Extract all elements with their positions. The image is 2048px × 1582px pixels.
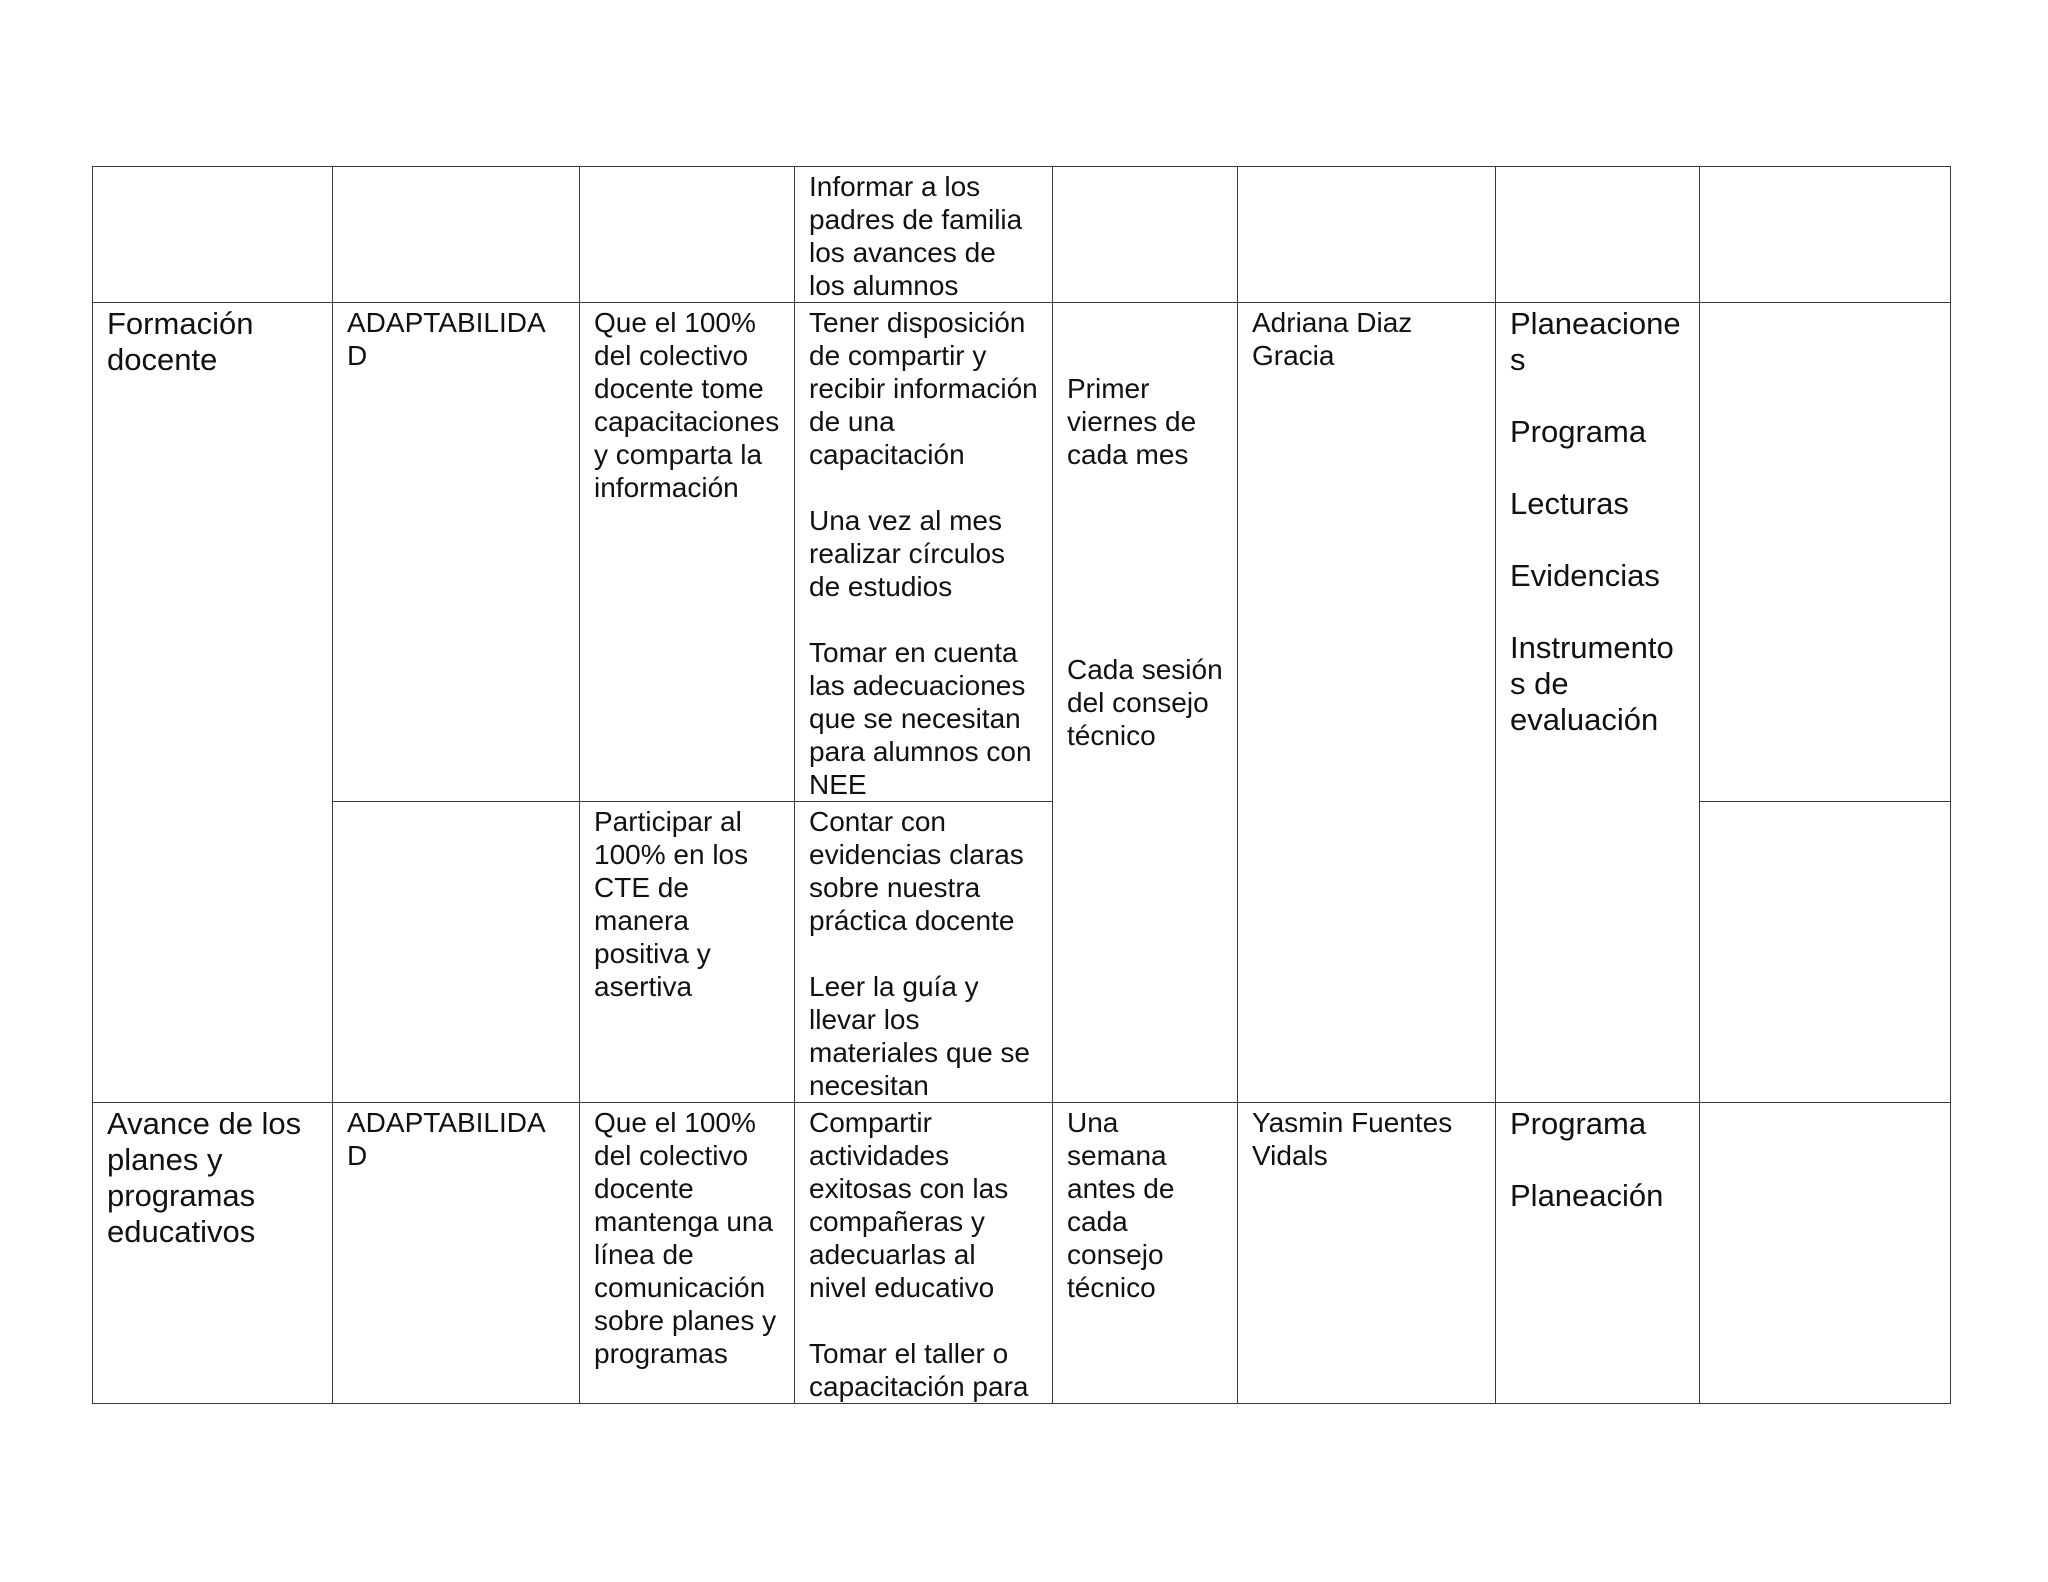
table-row <box>93 1103 1951 1404</box>
goal-cell <box>580 303 795 802</box>
empty-cell <box>93 167 333 303</box>
empty-cell <box>1496 167 1700 303</box>
table-row <box>93 167 1951 303</box>
list-item: Planeación <box>1510 1178 1664 1213</box>
action-cell <box>795 167 1053 303</box>
goal-cell <box>580 1103 795 1404</box>
empty-cell <box>1053 167 1238 303</box>
action-text: Informar a los padres de familia los avances de los alumnos <box>809 171 1023 301</box>
goal-text: Que el 100% del colectivo docente mantenga una línea de comunicación sobre planes y programas <box>594 1107 777 1369</box>
scope-cell <box>93 303 333 1103</box>
priority-text: ADAPTABILIDAD <box>347 1107 546 1171</box>
empty-cell <box>1700 1103 1951 1404</box>
list-item: Contar con evidencias claras sobre nuestra práctica docente <box>809 806 1024 936</box>
list-item: Programa <box>1510 1106 1647 1141</box>
actions-cell <box>795 1103 1053 1404</box>
scope-text: Avance de los planes y programas educativos <box>107 1106 302 1249</box>
scope-text: Formación docente <box>107 306 254 377</box>
frequency-text: Cada sesión del consejo técnico <box>1067 654 1223 751</box>
goal-cell <box>580 802 795 1103</box>
list-item: Tener disposición de compartir y recibir información de una capacitación <box>809 307 1038 470</box>
actions-list <box>809 306 1038 801</box>
priority-cell <box>333 303 580 802</box>
empty-cell <box>333 167 580 303</box>
goal-text: Participar al 100% en los CTE de manera positiva y asertiva <box>594 806 749 1002</box>
scope-cell <box>93 1103 333 1404</box>
resources-cell <box>1496 303 1700 1103</box>
planning-table <box>92 166 1951 1404</box>
empty-cell <box>1700 167 1951 303</box>
frequency-cell <box>1053 1103 1238 1404</box>
empty-cell <box>1238 167 1496 303</box>
empty-cell <box>1700 303 1951 802</box>
actions-list <box>809 1106 1038 1403</box>
list-item: Evidencias <box>1510 558 1660 593</box>
spacer <box>1067 306 1223 372</box>
list-item: Compartir actividades exitosas con las compañeras y adecuarlas al nivel educativo <box>809 1107 1009 1303</box>
frequency-text: Una semana antes de cada consejo técnico <box>1067 1107 1175 1303</box>
responsible-cell <box>1238 303 1496 1103</box>
table-row <box>93 303 1951 802</box>
responsible-text: Yasmin Fuentes Vidals <box>1252 1107 1453 1171</box>
priority-text: ADAPTABILIDAD <box>347 307 546 371</box>
list-item: Tomar en cuenta las adecuaciones que se necesitan para alumnos con NEE <box>809 637 1032 800</box>
responsible-cell <box>1238 1103 1496 1404</box>
list-item: Programa <box>1510 414 1647 449</box>
resources-cell <box>1496 1103 1700 1404</box>
frequency-cell <box>1053 303 1238 1103</box>
resources-list <box>1510 1106 1685 1214</box>
list-item: Instrumentos de evaluación <box>1510 630 1674 737</box>
empty-cell <box>580 167 795 303</box>
frequency-text: Primer viernes de cada mes <box>1067 373 1197 470</box>
actions-cell <box>795 802 1053 1103</box>
empty-cell <box>1700 802 1951 1103</box>
list-item: Leer la guía y llevar los materiales que se necesitan <box>809 971 1031 1101</box>
list-item: Lecturas <box>1510 486 1629 521</box>
goal-text: Que el 100% del colectivo docente tome capacitaciones y comparta la información <box>594 307 780 503</box>
resources-list <box>1510 306 1685 738</box>
empty-cell <box>333 802 580 1103</box>
priority-cell <box>333 1103 580 1404</box>
actions-list <box>809 805 1038 1102</box>
spacer <box>1067 471 1223 653</box>
actions-cell <box>795 303 1053 802</box>
list-item: Planeaciones <box>1510 306 1681 377</box>
responsible-text: Adriana Diaz Gracia <box>1252 307 1413 371</box>
list-item: Tomar el taller o capacitación para <box>809 1338 1029 1402</box>
list-item: Una vez al mes realizar círculos de estudios <box>809 505 1006 602</box>
